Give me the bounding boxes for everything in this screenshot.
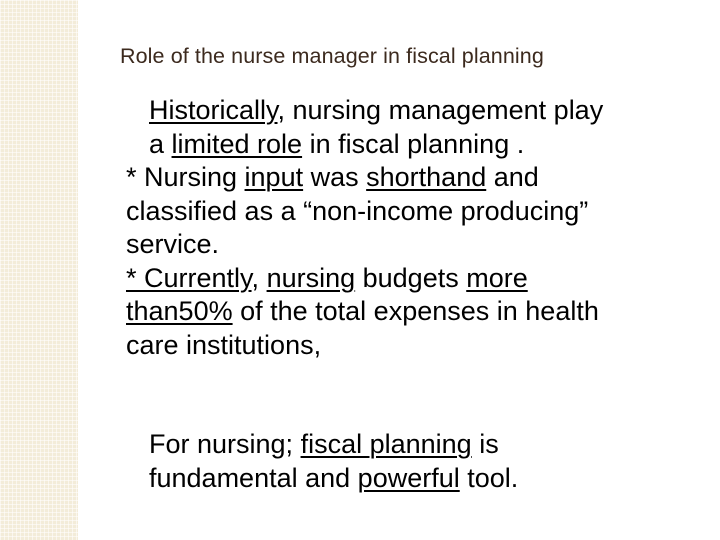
underlined-text: * Currently [126,262,252,293]
text-span: budgets [355,262,467,293]
text-span: , [251,262,267,293]
text-line [126,428,706,462]
underlined-text: powerful [357,462,460,493]
text-line [126,94,706,128]
text-span: * Nursing [126,162,245,192]
text-span: of the total expenses in health [232,296,599,326]
underlined-text: limited role [171,128,303,159]
text-line: service. [126,229,220,259]
underlined-text: than50% [126,296,233,326]
text-line [126,295,706,329]
bullet-fiscal-planning [126,428,706,495]
underlined-text: input [244,162,304,192]
text-span: was [303,162,367,192]
text-span: fundamental and [149,462,358,493]
text-span: a [149,128,172,159]
text-line [126,128,706,162]
text-line [126,262,706,296]
text-line [126,161,706,195]
text-span: is [471,429,499,459]
text-line: classified as a “non-income producing” [126,195,589,226]
text-span: For nursing; [149,429,301,459]
text-span: and [486,162,539,192]
text-span: , nursing management play [277,95,604,125]
underlined-text: nursing [266,262,356,293]
bullet-historically [126,94,706,362]
text-line [126,462,706,496]
underlined-text: shorthand [366,162,487,192]
underlined-text: more [466,262,528,293]
underlined-text: fiscal planning [300,429,472,459]
slide-title: Role of the nurse manager in fiscal planning [120,44,544,68]
underlined-text: Historically [149,95,278,125]
text-line: care institutions, [126,329,322,360]
text-span: tool. [459,462,519,493]
text-span: in fiscal planning . [302,128,525,159]
decorative-side-strip [0,0,78,540]
